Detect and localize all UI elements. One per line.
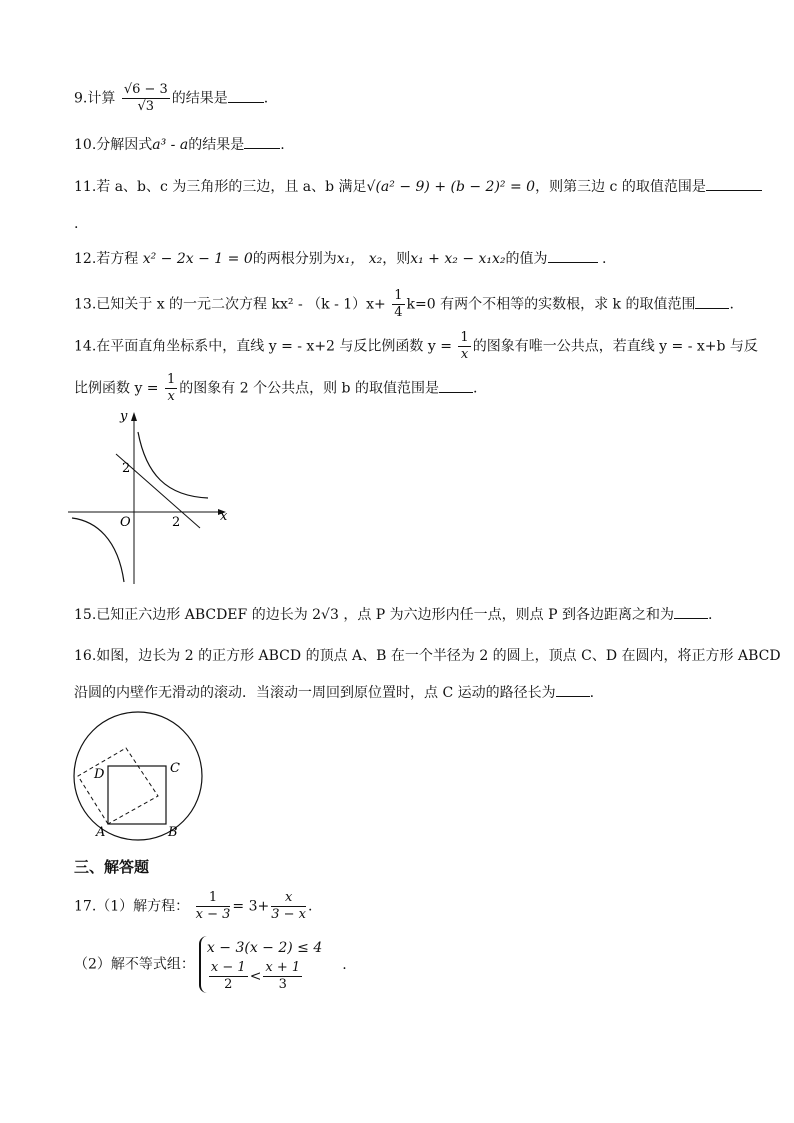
- section-heading: 三、解答题: [74, 858, 150, 876]
- question-text: 沿圆的内壁作无滑动的滚动．当滚动一周回到原位置时，点 C 运动的路径长为: [74, 685, 556, 701]
- question-text: 的两根分别为: [252, 251, 337, 267]
- question-11: [74, 176, 762, 197]
- question-14-line-2: [74, 372, 477, 405]
- question-number: 17.: [74, 898, 97, 915]
- fraction-numerator: 1: [167, 372, 176, 387]
- question-number: 9.: [74, 90, 88, 107]
- question-text: ，则第三边 c 的取值范围是: [535, 179, 706, 195]
- part-label: （2）解不等式组：: [74, 956, 195, 973]
- roots: x₁， x₂: [336, 251, 383, 267]
- question-15: [74, 604, 712, 625]
- question-text: 已知正六边形 ABCDEF 的边长为 2√3 ，点 P 为六边形内任一点，则点 P 到各边距离之和为: [96, 607, 674, 623]
- question-13: [74, 288, 734, 321]
- question-text: 的结果是: [171, 90, 228, 107]
- question-text: 在平面直角坐标系中，直线 y = - x+2 与反比例函数 y =: [96, 338, 452, 355]
- question-number: 13.: [74, 296, 97, 313]
- period: .: [707, 607, 713, 623]
- period: .: [601, 251, 607, 267]
- function-graph: [66, 404, 236, 586]
- hyperbola-branch-2: [72, 518, 124, 582]
- question-11-period: [74, 214, 78, 234]
- origin-label: O: [120, 515, 131, 530]
- fraction: [122, 82, 170, 115]
- question-text: 已知关于 x 的一元二次方程 kx² - （k - 1）x+: [96, 296, 386, 313]
- question-number: 16.: [74, 648, 97, 664]
- question-text: 的图象有唯一公共点，若直线 y = - x+b 与反: [472, 338, 758, 355]
- question-text: 的结果是: [188, 137, 245, 153]
- period: .: [263, 90, 269, 107]
- point-c-label: C: [170, 761, 180, 776]
- question-text: 比例函数 y =: [74, 380, 159, 397]
- question-text: 若 a、b、c 为三角形的三边，且 a、b 满足: [96, 179, 367, 195]
- x-axis-label: x: [220, 509, 228, 524]
- fraction-numerator: √6 − 3: [123, 82, 168, 97]
- hyperbola-branch-1: [138, 432, 208, 498]
- answer-blank: [674, 604, 708, 619]
- period: .: [342, 956, 347, 973]
- question-text: 分解因式: [96, 137, 153, 153]
- inequality-1: x − 3(x − 2) ≤ 4: [206, 940, 323, 956]
- answer-blank: [244, 134, 280, 149]
- question-10: [74, 134, 285, 155]
- question-number: 10.: [74, 137, 97, 153]
- math-expression: x² − 2x − 1 = 0: [142, 251, 253, 267]
- question-text: 计算: [87, 90, 116, 107]
- math-expression: = 3+: [232, 898, 270, 915]
- fraction-denominator: x − 3: [195, 907, 231, 922]
- fraction-numerator: 1: [196, 890, 231, 907]
- question-text: 的值为: [505, 251, 548, 267]
- question-number: 11.: [74, 179, 97, 195]
- period: .: [280, 137, 285, 153]
- fraction: [196, 890, 231, 923]
- inequality-operator: <: [249, 968, 262, 985]
- point-d-label: D: [94, 767, 105, 782]
- math-expression: x₁ + x₂ − x₁x₂: [410, 251, 506, 267]
- period: .: [74, 216, 79, 232]
- math-expression: √(a² − 9) + (b − 2)² = 0: [366, 179, 536, 195]
- fraction-denominator: √3: [137, 99, 155, 114]
- question-16-line-1: [74, 646, 781, 666]
- question-9: [74, 82, 268, 115]
- question-17-part-1: [74, 890, 312, 923]
- period: .: [729, 296, 734, 313]
- y-axis-arrow: [131, 412, 137, 421]
- fraction: [458, 330, 470, 363]
- answer-blank: [695, 294, 729, 309]
- rotated-square-dashed: [78, 748, 158, 824]
- question-number: 12.: [74, 251, 97, 267]
- fraction-numerator: x: [271, 890, 306, 907]
- x-tick-label: 2: [172, 515, 181, 530]
- answer-blank: [556, 682, 590, 697]
- fraction-denominator: 3 − x: [271, 907, 306, 922]
- question-12: [74, 248, 606, 269]
- inequality-2: [207, 960, 322, 993]
- question-number: 15.: [74, 607, 97, 623]
- question-number: 14.: [74, 338, 97, 355]
- question-16-line-2: [74, 682, 594, 703]
- question-14-line-1: [74, 330, 758, 363]
- period: .: [589, 685, 595, 701]
- y-tick-label: 2: [122, 461, 131, 476]
- answer-blank: [548, 248, 598, 263]
- question-text: 的图象有 2 个公共点，则 b 的取值范围是: [179, 380, 439, 397]
- rolling-square-figure: [70, 710, 210, 842]
- fraction-numerator: 1: [460, 330, 469, 345]
- y-axis-label: y: [120, 409, 128, 424]
- question-text: 若方程: [96, 251, 139, 267]
- question-text: k=0 有两个不相等的实数根，求 k 的取值范围: [406, 296, 696, 313]
- period: .: [472, 380, 478, 397]
- period: .: [308, 898, 313, 915]
- fraction: [392, 288, 404, 321]
- part-label: （1）解方程：: [96, 898, 190, 915]
- question-17-part-2: [74, 936, 347, 993]
- answer-blank: [439, 378, 473, 393]
- fraction-numerator: x + 1: [265, 960, 301, 975]
- question-text: 如图，边长为 2 的正方形 ABCD 的顶点 A、B 在一个半径为 2 的圆上，顶点 C、D 在圆内，将正方形 ABCD: [96, 648, 781, 664]
- fraction: [271, 890, 306, 923]
- fraction-denominator: x: [460, 347, 469, 362]
- question-text: ，则: [382, 251, 411, 267]
- point-a-label: A: [96, 825, 106, 840]
- fraction-denominator: 4: [394, 305, 403, 320]
- fraction: [209, 960, 248, 993]
- inequality-system: [199, 936, 322, 993]
- math-expression: a³ - a: [152, 137, 189, 153]
- fraction-numerator: 1: [394, 288, 403, 303]
- fraction-denominator: 3: [278, 977, 287, 992]
- fraction-denominator: x: [167, 389, 175, 404]
- fraction: [263, 960, 302, 993]
- point-b-label: B: [168, 825, 178, 840]
- answer-blank: [706, 176, 762, 191]
- fraction-denominator: 2: [224, 977, 233, 992]
- fraction-numerator: x − 1: [210, 960, 246, 975]
- fraction: [165, 372, 177, 405]
- answer-blank: [228, 88, 264, 103]
